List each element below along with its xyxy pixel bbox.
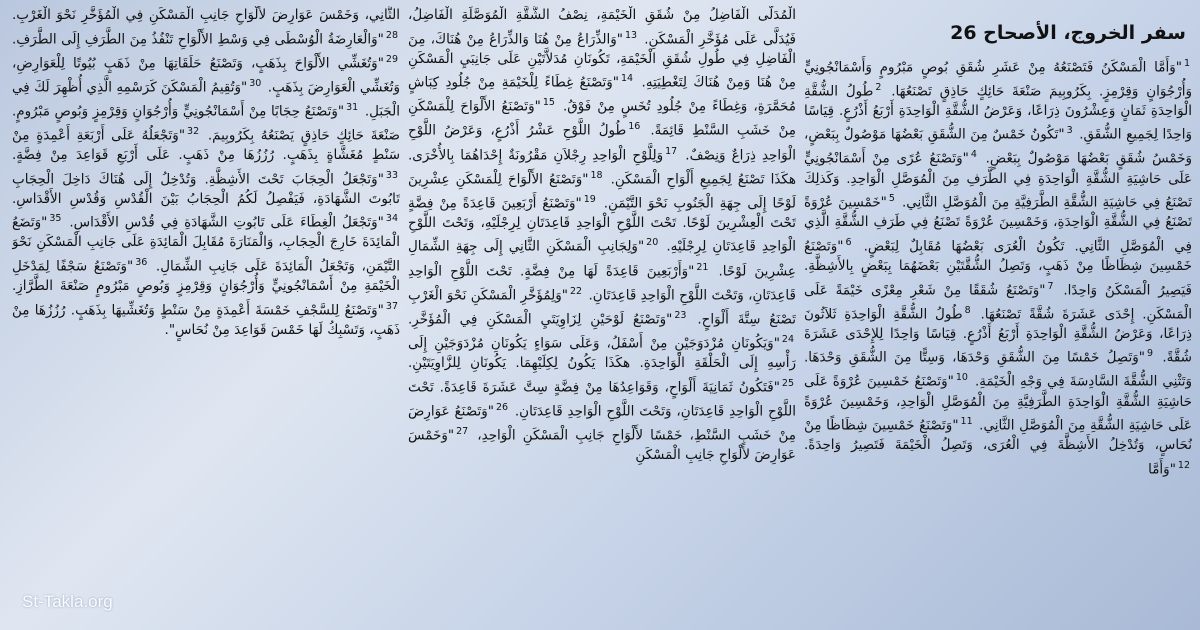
- verse-number: 2: [875, 81, 882, 93]
- verse-text: طُولُ الشُّقَّةِ الْوَاحِدَةِ ثَلاَثُونَ ذِرَاعًا، وَعَرْضُ الشُّقَّةِ الْوَاحِدَةِ أَرْبَعُ أَذْرُعٍ. قِيَاسًا وَاحِدًا لِلإِحْدَى عَشَرَةَ شُقَّةً.: [804, 306, 1192, 366]
- verse-text: طُولُ اللَّوْحِ عَشْرُ أَذْرُعٍ، وَعَرْضُ اللَّوْحِ الْوَاحِدِ ذِرَاعٌ وَنِصْفٌ.: [408, 122, 796, 164]
- text-column-2: [408, 6, 796, 618]
- verse-text: "وَتَصْنَعُ عَوَارِضَ مِنْ خَشَبِ السَّنْطِ، خَمْسًا لأَلْوَاحِ جَانِبِ الْمَسْكَنِ الْوَاحِدِ،: [408, 403, 796, 444]
- verse-number: 14: [621, 73, 634, 85]
- text-column-1: [804, 6, 1192, 618]
- verse-text: "وَأَمَّا: [1148, 461, 1176, 478]
- verse-number: 26: [495, 401, 509, 413]
- verse-number: 32: [187, 125, 200, 137]
- verse-text: "وَتَصْنَعُ شُقَقًا مِنْ شَعْرِ مِعْزًى خَيْمَةً عَلَى الْمَسْكَنِ. إِحْدَى عَشَرَةَ شُقَّةً تَصْنَعُهَا.: [804, 282, 1192, 323]
- verse-text: "وَتَجْعَلُهُ عَلَى أَرْبَعَةِ أَعْمِدَةٍ مِنْ سَنْطٍ مُغَشَّاةٍ بِذَهَبٍ. رُزُزُهَا مِنْ ذَهَبٍ. عَلَى أَرْبَعِ قَوَاعِدَ مِنْ فِضَّةٍ.: [12, 127, 400, 164]
- verse-text: "وَتَصْنَعُ خَمْسِينَ شِظَاظًا مِنْ ذَهَبٍ، وَتَصِلُ الشُّقَّتَيْنِ بَعْضَهُمَا بِبَعْضٍ بِالأَشِظَّةِ. فَيَصِيرُ الْمَسْكَنُ وَاحِدًا.: [804, 238, 1192, 299]
- verse-text: "وَتُقِيمُ الْمَسْكَنَ كَرَسْمِهِ الَّذِي أُظْهِرَ لَكَ فِي الْجَبَلِ.: [12, 79, 400, 120]
- verse-text: "وَتَصْنَعُ أَرْبَعِينَ قَاعِدَةً مِنْ فِضَّةٍ تَحْتَ الْعِشْرِينَ لَوْحًا. تَحْتَ اللَّوْحِ الْوَاحِدِ قَاعِدَتَانِ لِرِجْلَيْهِ، وَتَحْتَ اللَّوْحِ الْوَاحِدِ قَاعِدَتَانِ لِرِجْلَيْهِ.: [408, 195, 796, 255]
- verse-number: 37: [385, 300, 398, 312]
- verse-text: "وَخَمْسَ عَوَارِضَ لأَلْوَاحِ جَانِبِ الْمَسْكَنِ: [408, 427, 796, 463]
- verse-text: "وَتَصْنَعُ الأَلْوَاحَ لِلْمَسْكَنِ مِنْ خَشَبِ السَّنْطِ قَائِمَةً.: [408, 98, 796, 139]
- verse-number: 11: [960, 416, 973, 428]
- verse-text: "وَتَصْنَعُ خَمْسِينَ شِظَاظًا مِنْ نُحَاسٍ، وَتُدْخِلُ الأَشِظَّةَ فِي الْعُرَى، وَتَصِلُ الْخَيْمَةَ فَتَصِيرُ وَاحِدَةً.: [804, 417, 1192, 454]
- verse-number: 5: [888, 193, 895, 205]
- verse-number: 21: [696, 261, 709, 273]
- site-watermark: St-Takla.org: [22, 592, 113, 611]
- verse-text: الْمُدَلَّى الْفَاضِلُ مِنْ شُقَقِ الْخَيْمَةِ، نِصْفُ الشُّقَّةِ الْمُوَصَّلَةِ الْفَاضِلُ، فَيُدَلَّى عَلَى مُؤَخَّرِ الْمَسْكَنِ.: [408, 7, 796, 48]
- verse-number: 8: [964, 304, 971, 316]
- verse-number: 1: [1183, 57, 1190, 69]
- verse-number: 33: [385, 169, 398, 181]
- verse-text: "وَتَصْنَعُ حِجَابًا مِنْ أَسْمَانْجُونِيٍّ وَأُرْجُوَانٍ وَقِرْمِزٍ وَبُوصٍ مَبْرُومٍ. صَنْعَةَ حَائِكٍ حَاذِقٍ يَصْنَعُهُ بِكَرُوبِيمَ.: [12, 103, 400, 144]
- verse-number: 24: [781, 333, 794, 345]
- verse-text: "وَتَصْنَعُ عُرًى مِنْ أَسْمَانْجُونِيٍّ عَلَى حَاشِيَةِ الشُّقَّةِ الْوَاحِدَةِ فِي الطَّرَفِ مِنَ الْمُوَصَّلِ الْوَاحِدِ. وَكَذلِكَ تَصْنَعُ فِي حَاشِيَةِ الشُّقَّةِ الطَّرَفِيَّةِ مِنَ الْمُوَصَّلِ الثَّانِي.: [804, 150, 1192, 211]
- verse-text: "وَتَصْنَعُ سَجْفًا لِمَدْخَلِ الْخَيْمَةِ مِنْ أَسْمَانْجُونِيٍّ وَأُرْجُوَانٍ وَقِرْمِزٍ وَبُوصٍ مَبْرُومٍ صَنْعَةَ الطَّرَّازِ.: [12, 258, 400, 295]
- verse-paragraph: [804, 54, 1192, 480]
- verse-number: 7: [1047, 280, 1054, 292]
- verse-number: 17: [665, 145, 678, 157]
- verse-text: "وَأَمَّا الْمَسْكَنُ فَتَصْنَعُهُ مِنْ عَشَرِ شُقَقِ بُوصٍ مَبْرُومٍ وَأَسْمَانْجُونِيٍّ وَأُرْجُوَانٍ وَقِرْمِزٍ. بِكَرُوبِيمَ صَنْعَةَ حَائِكٍ حَاذِقٍ تَصْنَعُهَا.: [804, 59, 1192, 100]
- verse-number: 15: [542, 97, 555, 109]
- verse-text: "وَتَصْنَعُ غِطَاءً لِلْخَيْمَةِ مِنْ جُلُودِ كِبَاشٍ مُحَمَّرَةٍ، وَغِطَاءً مِنْ جُلُودِ تُخَسٍ مِنْ فَوْقُ.: [408, 74, 796, 115]
- verse-number: 19: [583, 193, 596, 205]
- verse-text: "وَتَصْنَعُ خَمْسِينَ عُرْوَةً عَلَى حَاشِيَةِ الشُّقَّةِ الْوَاحِدَةِ الطَّرَفِيَّةِ مِنَ الْمُوَصَّلِ الْوَاحِدِ، وَخَمْسِينَ عُرْوَةً عَلَى حَاشِيَةِ الشُّقَّةِ مِنَ الْمُوَصَّلِ الثَّانِي.: [804, 373, 1192, 434]
- verse-paragraph: [408, 6, 796, 465]
- verse-number: 27: [456, 425, 469, 437]
- verse-text: "وَالذِّرَاعُ مِنْ هُنَا وَالذِّرَاعُ مِنْ هُنَاكَ، مِنَ الْفَاضِلِ فِي طُولِ شُقَقِ الْخَيْمَةِ، تَكُونَانِ مُدَلاَّتَيْنِ عَلَى جَانِبَيِ الْمَسْكَنِ مِنْ هُنَا وَمِنْ هُنَاكَ لِتَغْطِيَتِهِ.: [408, 31, 796, 91]
- verse-paragraph: [12, 6, 400, 340]
- verse-number: 35: [49, 213, 62, 225]
- verse-number: 31: [346, 101, 359, 113]
- verse-number: 28: [385, 29, 398, 41]
- verse-number: 13: [625, 29, 638, 41]
- chapter-title: سفر الخروج، الأصحاح 26: [950, 22, 1186, 44]
- verse-text: الثَّانِي، وَخَمْسَ عَوَارِضَ لأَلْوَاحِ جَانِبِ الْمَسْكَنِ فِي الْمُؤَخَّرِ نَحْوَ الْغَرْبِ.: [12, 7, 400, 23]
- verse-text: "وَتَصِلُ خَمْسًا مِنَ الشُّقَقِ وَحْدَهَا، وَسِتًّا مِنَ الشُّقَقِ وَحْدَهَا. وَتَثْنِي الشُّقَّةَ السَّادِسَةَ فِي وَجْهِ الْخَيْمَةِ.: [804, 349, 1192, 390]
- verse-text: وَلِلَّوْحِ الْوَاحِدِ رِجْلاَنِ مَقْرُونَةٌ إِحْدَاهُمَا بِالأُخْرَى. هكَذَا تَصْنَعُ لِجَمِيعِ أَلْوَاحِ الْمَسْكَنِ.: [408, 147, 796, 188]
- verse-number: 25: [781, 377, 794, 389]
- verse-text: "وَأَرْبَعِينَ قَاعِدَةً لَهَا مِنْ فِضَّةٍ. تَحْتَ اللَّوْحِ الْوَاحِدِ قَاعِدَتَانِ، وَتَحْتَ اللَّوْحِ الْوَاحِدِ قَاعِدَتَانِ.: [408, 263, 796, 304]
- verse-number: 3: [1066, 125, 1073, 137]
- verse-text: "تَكُونُ خَمْسٌ مِنَ الشُّقَقِ بَعْضُهَا مَوْصُولٌ بِبَعْضٍ، وَخَمْسُ شُقَقٍ بَعْضُهَا مَوْصُولٌ بِبَعْضٍ.: [804, 126, 1192, 167]
- verse-text: "فَتَكُونُ ثَمَانِيَةَ أَلْوَاحٍ، وَقَوَاعِدُهَا مِنْ فِضَّةٍ سِتَّ عَشَرَةَ قَاعِدَةً. تَحْتَ اللَّوْحِ الْوَاحِدِ قَاعِدَتَانِ، وَتَحْتَ اللَّوْحِ الْوَاحِدِ قَاعِدَتَانِ.: [408, 379, 796, 420]
- verse-number: 4: [970, 149, 977, 161]
- verse-text: "وَتَصْنَعُ لِلسَّجْفِ خَمْسَةَ أَعْمِدَةٍ مِنْ سَنْطٍ وَتُغَشِّيهَا بِذَهَبٍ. رُزُزُهَا مِنْ ذَهَبٍ، وَتَسْبِكُ لَهَا خَمْسَ قَوَاعِدَ مِنْ نُحَاسٍ".: [12, 302, 400, 338]
- verse-number: 20: [646, 237, 659, 249]
- verse-number: 36: [135, 257, 148, 269]
- verse-text: "وَالْعَارِضَةُ الْوُسْطَى فِي وَسْطِ الأَلْوَاحِ تَنْفُذُ مِنَ الطَّرَفِ إِلَى الطَّرَفِ.: [12, 31, 384, 48]
- verse-text: "خَمْسِينَ عُرْوَةً تَصْنَعُ فِي الشُّقَّةِ الْوَاحِدَةِ، وَخَمْسِينَ عُرْوَةً تَصْنَعُ فِي طَرَفِ الشُّقَّةِ الَّذِي فِي الْمُوَصَّلِ الثَّانِي. تَكُونُ الْعُرَى بَعْضُهَا مُقَابِلٌ لِبَعْضٍ.: [804, 194, 1192, 255]
- verse-number: 23: [674, 309, 687, 321]
- verse-number: 34: [385, 213, 398, 225]
- verse-number: 16: [628, 121, 641, 133]
- verse-number: 18: [590, 169, 603, 181]
- verse-number: 12: [1177, 459, 1190, 471]
- verse-text: "وَتُغَشِّي الأَلْوَاحَ بِذَهَبٍ، وَتَصْنَعُ حَلَقَاتِهَا مِنْ ذَهَبٍ بُيُوتًا لِلْعَوَارِضِ، وَتُغَشِّي الْعَوَارِضَ بِذَهَبٍ.: [12, 55, 400, 96]
- verse-text: "وَتَصْنَعُ لَوْحَيْنِ لِزَاوِيَتَيِ الْمَسْكَنِ فِي الْمُؤَخَّرِ.: [408, 311, 673, 328]
- verse-text: "وَتَجْعَلُ الْغِطَاءَ عَلَى تَابُوتِ الشَّهَادَةِ فِي قُدْسِ الأَقْدَاسِ.: [63, 214, 384, 231]
- verse-number: 10: [955, 372, 968, 384]
- verse-text: "وَتَصْنَعُ الأَلْوَاحَ لِلْمَسْكَنِ عِشْرِينَ لَوْحًا إِلَى جِهَةِ الْجَنُوبِ نَحْوَ التَّيْمَنِ.: [408, 171, 796, 212]
- verse-number: 6: [845, 236, 852, 248]
- verse-text: "وَلِجَانِبِ الْمَسْكَنِ الثَّانِي إِلَى جِهَةِ الشِّمَالِ عِشْرِينَ لَوْحًا.: [408, 238, 796, 280]
- verse-text: "وَتَجْعَلُ الْحِجَابَ تَحْتَ الأَشِظَّةِ. وَتُدْخِلُ إِلَى هُنَاكَ دَاخِلَ الْحِجَابِ تَابُوتَ الشَّهَادَةِ، فَيَفْصِلُ لَكُمُ الْحِجَابُ بَيْنَ الْقُدْسِ وَقُدْسِ الأَقْدَاسِ.: [12, 171, 400, 207]
- verse-number: 29: [385, 53, 398, 65]
- verse-text: طُولُ الشُّقَّةِ الْوَاحِدَةِ ثَمَانٍ وَعِشْرُونَ ذِرَاعًا، وَعَرْضُ الشُّقَّةِ الْوَاحِدَةِ أَرْبَعُ أَذْرُعٍ. قِيَاسًا وَاحِدًا لِجَمِيعِ الشُّقَقِ.: [804, 83, 1192, 143]
- text-column-3: [12, 6, 400, 618]
- verse-number: 9: [1147, 348, 1154, 360]
- verse-number: 22: [570, 285, 583, 297]
- verse-text: "وَيَكُونَانِ مُزْدَوَجَيْنِ مِنْ أَسْفَلُ، وَعَلَى سَوَاءٍ يَكُونَانِ مُزْدَوَجَيْنِ إِلَى رَأْسِهِ إِلَى الْحَلْقَةِ الْوَاحِدَةِ. هكَذَا يَكُونُ لِكِلَيْهِمَا. يَكُونَانِ لِلزَّاوِيَتَيْنِ.: [408, 335, 796, 371]
- verse-text: "وَلِمُؤَخَّرِ الْمَسْكَنِ نَحْوَ الْغَرْبِ تَصْنَعُ سِتَّةَ أَلْوَاحٍ.: [408, 287, 796, 328]
- verse-text: "وَتَضَعُ الْمَائِدَةَ خَارِجَ الْحِجَابِ، وَالْمَنَارَةَ مُقَابِلَ الْمَائِدَةِ عَلَى جَانِبِ الْمَسْكَنِ نَحْوَ التَّيْمَنِ، وَتَجْعَلُ الْمَائِدَةَ عَلَى جَانِبِ الشِّمَالِ.: [12, 214, 400, 275]
- verse-number: 30: [249, 77, 262, 89]
